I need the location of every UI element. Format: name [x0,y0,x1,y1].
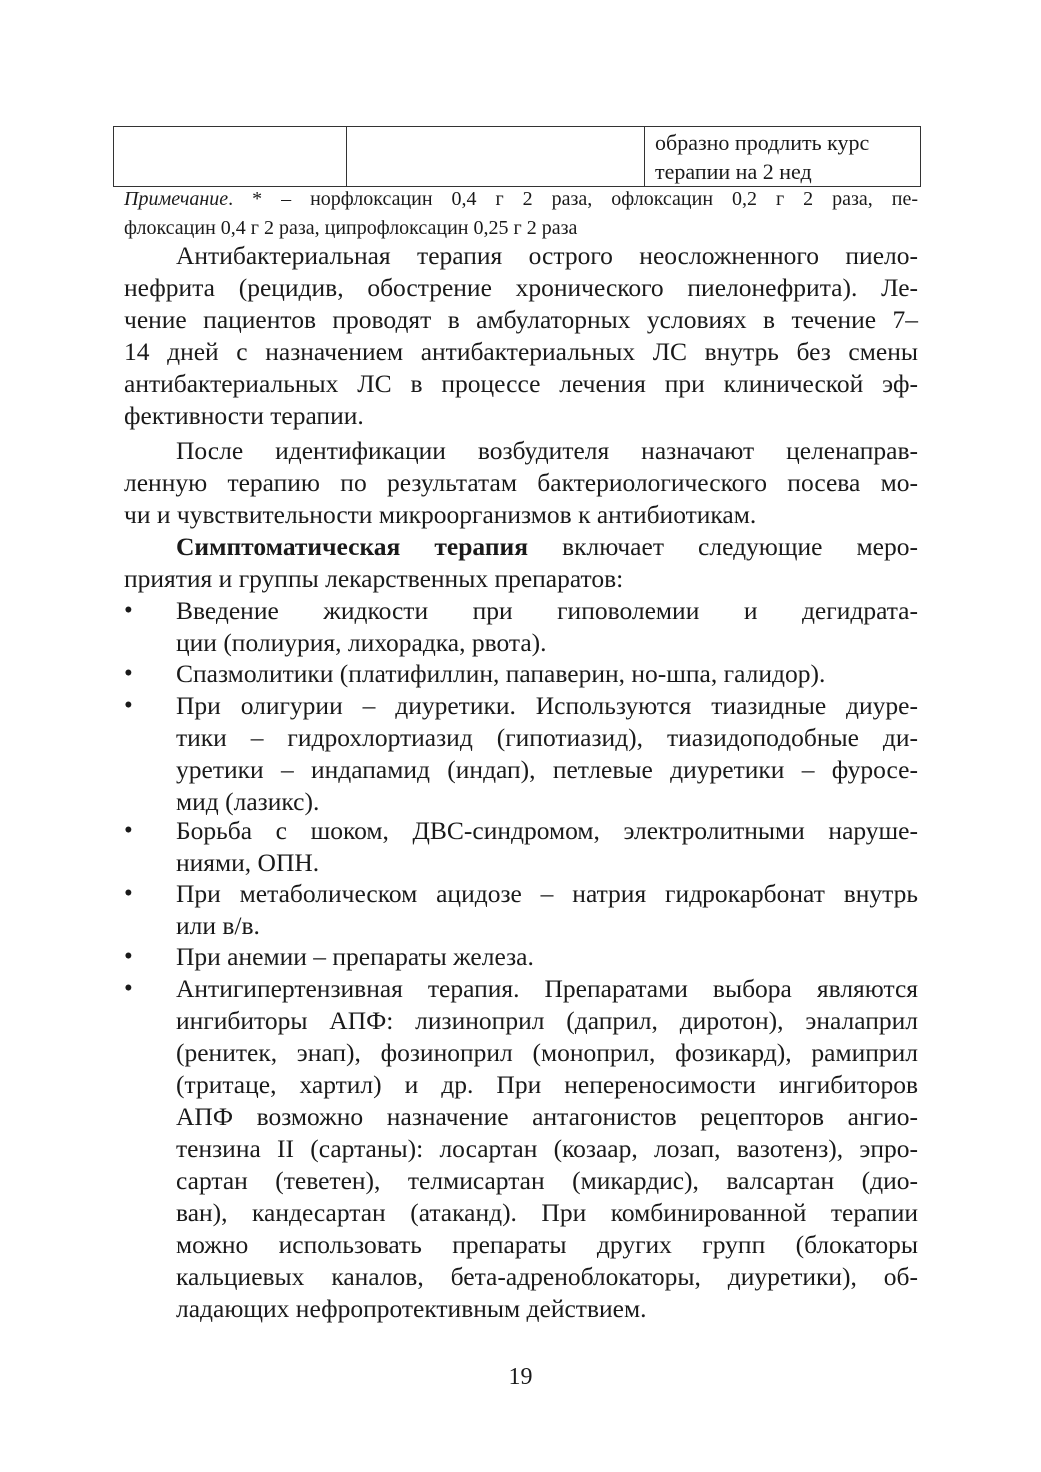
bullet-item-line: уретики – индапамид (индап), петлевые диуретики – фуросе- [176,755,918,784]
bullet-marker: • [124,692,133,719]
bold-term: Симптоматическая терапия [176,532,529,561]
bullet-item-line: ингибиторы АПФ: лизиноприл (даприл, диротон), эналаприл [176,1006,918,1035]
bullet-marker: • [124,660,133,687]
table-row [114,127,921,187]
paragraph-line: Антибактериальная терапия острого неосложненного пиело- [176,241,918,270]
bullet-item-line: (ренитек, энап), фозиноприл (моноприл, фозикард), рамиприл [176,1038,918,1067]
table-cell-line: терапии на 2 нед [655,159,812,184]
bullet-item-line: Борьба с шоком, ДВС-синдромом, электролитными наруше- [176,816,918,845]
bullet-item-line: Спазмолитики (платифиллин, папаверин, но-шпа, галидор). [176,659,826,688]
bullet-marker: • [124,975,133,1002]
footnote-line [124,185,918,214]
bullet-marker: • [124,880,133,907]
paragraph-line: антибактериальных ЛС в процессе лечения при клинической эф- [124,369,918,398]
bullet-item-line: тензина II (сартаны): лосартан (козаар, лозап, вазотенз), эпро- [176,1134,918,1163]
bullet-item-line: ции (полиурия, лихорадка, рвота). [176,628,547,657]
bullet-item-line: сартан (теветен), телмисартан (микардис), валсартан (дио- [176,1166,918,1195]
bullet-item-line: ван), кандесартан (атаканд). При комбинированной терапии [176,1198,918,1227]
bullet-item-line: Антигипертензивная терапия. Препаратами выбора являются [176,974,918,1003]
table-footnote [124,185,918,243]
bullet-item-line: При метаболическом ацидозе – натрия гидрокарбонат внутрь [176,879,918,908]
bullet-item-line: Введение жидкости при гиповолемии и дегидрата- [176,596,918,625]
continuation-table [113,126,921,187]
footnote-text: . * – норфлоксацин 0,4 г 2 раза, офлоксацин 0,2 г 2 раза, пе- [228,188,918,210]
bullet-item-line: При анемии – препараты железа. [176,942,534,971]
paragraph-line: ленную терапию по результатам бактериологического посева мо- [124,468,918,497]
bullet-item-line: тики – гидрохлортиазид (гипотиазид), тиазидоподобные ди- [176,723,918,752]
paragraph-text: включает следующие меро- [528,532,918,561]
table-cell-text [645,127,921,187]
bullet-item-line: можно использовать препараты других групп (блокаторы [176,1230,918,1259]
paragraph-line: чение пациентов проводят в амбулаторных условиях в течение 7– [124,305,918,334]
bullet-item-line: или в/в. [176,911,260,940]
page-number: 19 [508,1364,533,1390]
bullet-item-line: мид (лазикс). [176,787,320,816]
bullet-item-line: АПФ возможно назначение антагонистов рецепторов ангио- [176,1102,918,1131]
bullet-item-line: кальциевых каналов, бета-адреноблокаторы, диуретики), об- [176,1262,918,1291]
table-cell-line: образно продлить курс [655,130,870,155]
paragraph-line: 14 дней с назначением антибактериальных ЛС внутрь без смены [124,337,918,366]
paragraph-line: После идентификации возбудителя назначают целенаправ- [176,436,918,465]
bullet-marker: • [124,597,133,624]
footnote-line: флоксацин 0,4 г 2 раза, ципрофлоксацин 0,25 г 2 раза [124,217,578,239]
paragraph-line [176,531,918,562]
footnote-label: Примечание [124,188,229,210]
paragraph-line: чи и чувствительности микроорганизмов к антибиотикам. [124,500,757,529]
paragraph-line: нефрита (рецидив, обострение хронического пиелонефрита). Ле- [124,273,918,302]
bullet-item-line: ниями, ОПН. [176,848,320,877]
paragraph-line: фективности терапии. [124,401,364,430]
bullet-item-line: (тритаце, хартил) и др. При непереносимости ингибиторов [176,1070,918,1099]
table-cell-empty-1 [114,127,347,187]
bullet-marker: • [124,943,133,970]
bullet-marker: • [124,817,133,844]
bullet-item-line: ладающих нефропротективным действием. [176,1294,647,1323]
bullet-item-line: При олигурии – диуретики. Используются тиазидные диуре- [176,691,918,720]
table-cell-empty-2 [347,127,645,187]
paragraph-line: приятия и группы лекарственных препаратов: [124,564,624,593]
